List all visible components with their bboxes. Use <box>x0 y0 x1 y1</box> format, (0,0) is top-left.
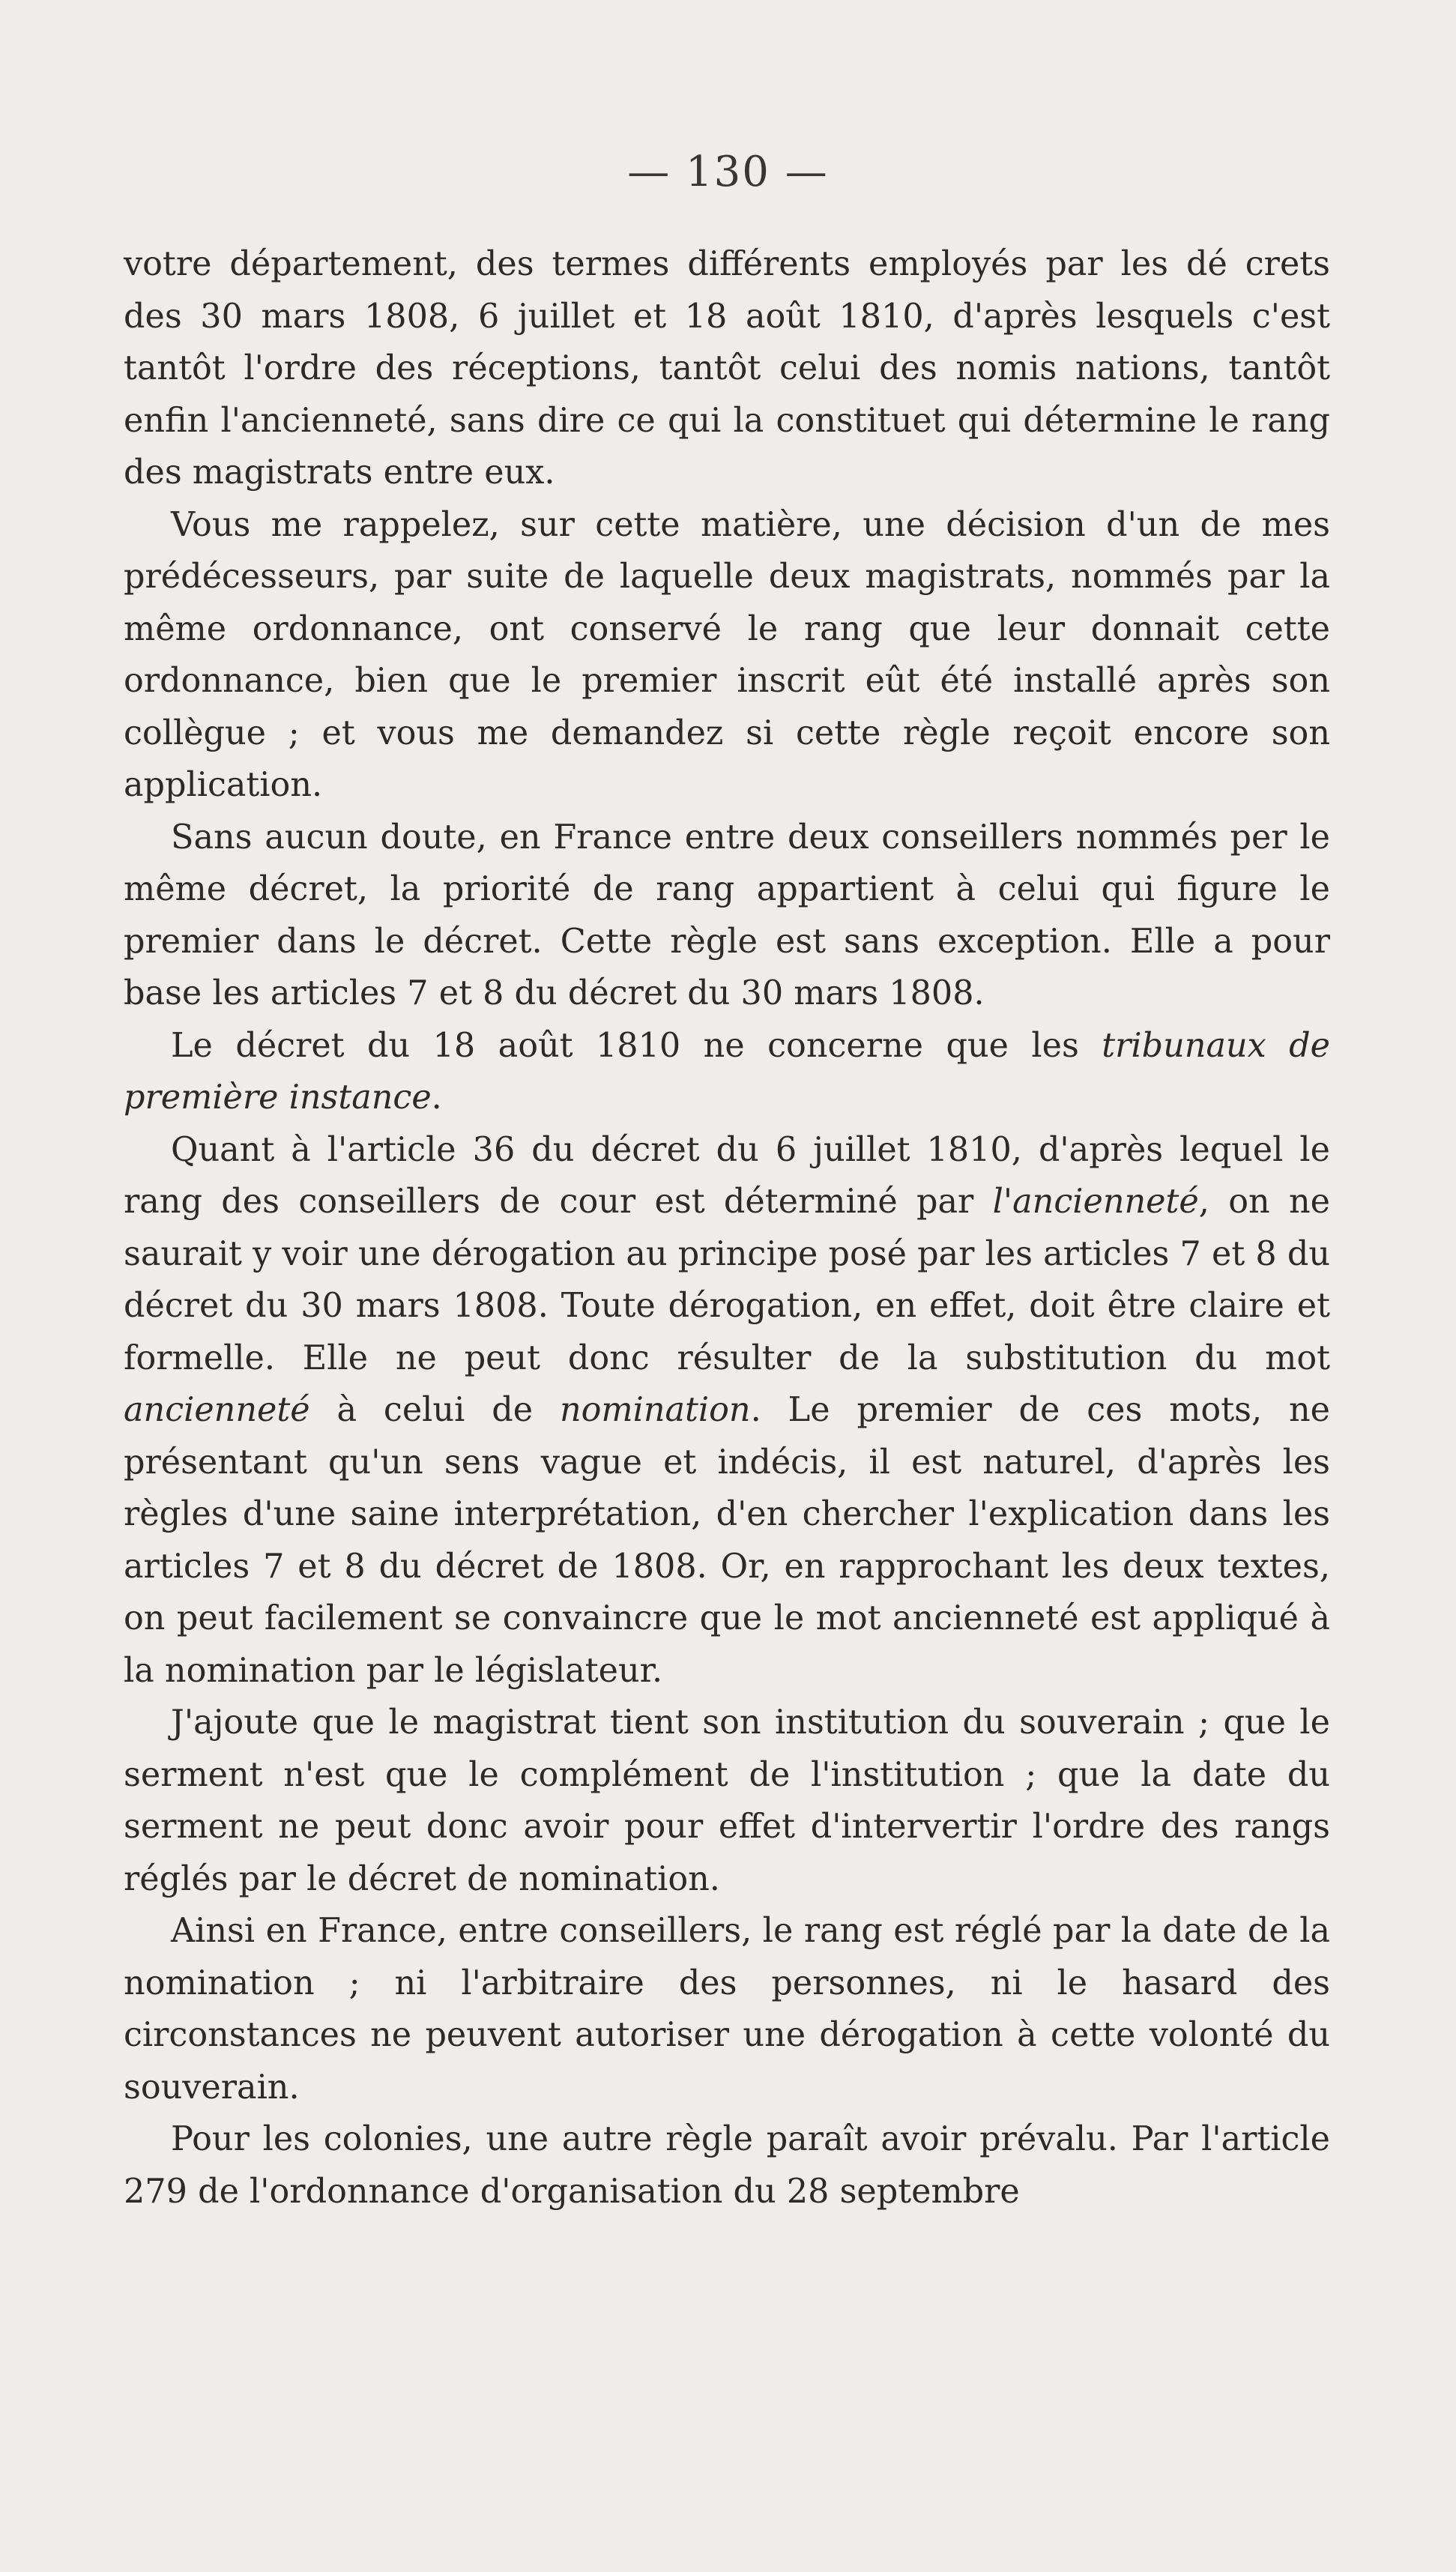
body-text <box>124 238 1330 2218</box>
paragraph-5-text-a: Quant à l'article 36 du décret du 6 juillet 1810, d'après lequel le rang des conseillers de cour est déterminé par <box>124 1130 1330 1221</box>
paragraph-7: Ainsi en France, entre conseillers, le rang est réglé par la date de la nomination ; ni l'arbitraire des personnes, ni le hasard des circonstances ne peuvent autoriser une dérogation à cette volonté du souverain. <box>124 1912 1330 2107</box>
paragraph-1: votre département, des termes différents employés par les dé crets des 30 mars 1808, 6 juillet et 18 août 1810, d'après lesquels c'est tantôt l'ordre des réceptions, tantôt celui des nomis nations, tantôt enfin l'ancienneté, sans dire ce qui la constituet qui détermine le rang des magistrats entre eux. <box>124 245 1330 492</box>
paragraph-6: J'ajoute que le magistrat tient son institution du souverain ; que le serment n'est que le complément de l'institution ; que la date du serment ne peut donc avoir pour effet d'intervertir l'ordre des rangs réglés par le décret de nomination. <box>124 1703 1330 1898</box>
paragraph-4-italic: tribunaux de première instance <box>124 1026 1330 1117</box>
paragraph-5-italic-b: ancienneté <box>124 1391 310 1429</box>
paragraph-4-text: Le décret du 18 août 1810 ne concerne que les <box>171 1026 1102 1065</box>
paragraph-8: Pour les colonies, une autre règle paraît avoir prévalu. Par l'article 279 de l'ordonnance d'organisation du 28 septembre <box>124 2120 1330 2211</box>
paragraph-5 <box>124 1124 1330 1697</box>
paragraph-2: Vous me rappelez, sur cette matière, une décision d'un de mes prédécesseurs, par suite de laquelle deux magistrats, nommés par la même ordonnance, ont conservé le rang que leur donnait cette ordonnance, bien que le premier inscrit eût été installé après son collègue ; et vous me demandez si cette règle reçoit encore son application. <box>124 505 1330 804</box>
paragraph-4-end: . <box>431 1078 442 1117</box>
page-number: — 130 — <box>627 148 829 196</box>
paragraph-5-text-b: , on ne saurait y voir une dérogation au principe posé par les articles 7 et 8 du décret du 30 mars 1808. Toute dérogation, en effet, doit être claire et formelle. Elle ne peut donc résulter de la substitution du mot <box>124 1183 1331 1377</box>
paragraph-5-italic-a: l'ancienneté <box>992 1183 1199 1221</box>
paragraph-3: Sans aucun doute, en France entre deux conseillers nommés per le même décret, la priorité de rang appartient à celui qui figure le premier dans le décret. Cette règle est sans exception. Elle a pour base les articles 7 et 8 du décret du 30 mars 1808. <box>124 818 1330 1012</box>
paragraph-4 <box>124 1020 1330 1124</box>
paragraph-5-text-c: à celui de <box>309 1391 560 1429</box>
paragraph-5-text-d: . Le premier de ces mots, ne présentant qu'un sens vague et indécis, il est naturel, d'après les règles d'une saine interprétation, d'en chercher l'explication dans les articles 7 et 8 du décret de 1808. Or, en rapprochant les deux textes, on peut facilement se convaincre que le mot ancienneté est appliqué à la nomination par le législateur. <box>124 1391 1330 1690</box>
paragraph-5-italic-c: nomination <box>559 1391 751 1429</box>
